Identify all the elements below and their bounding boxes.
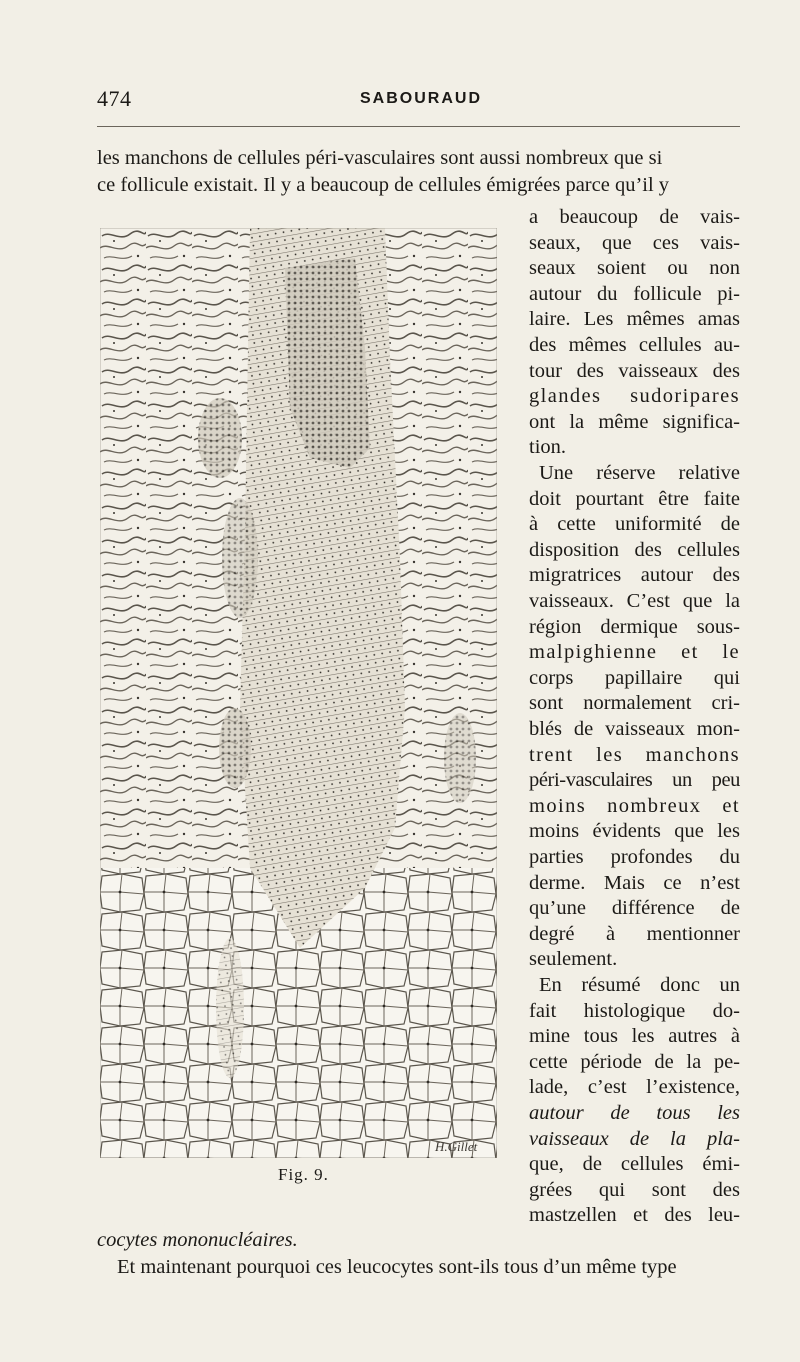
column-line: moins évidents que les [529, 820, 740, 842]
column-line: doit pourtant être faite [529, 488, 740, 510]
column-line: En résumé donc un [539, 974, 740, 996]
column-line: ont la même significa- [529, 411, 740, 433]
column-line: Une réserve relative [539, 462, 740, 484]
column-line: des mêmes cellules au- [529, 334, 740, 356]
column-line: qu’une différence de [529, 897, 740, 919]
figure-caption: Fig. 9. [278, 1165, 329, 1184]
column-line: a beaucoup de vais- [529, 206, 740, 228]
body-line: ce follicule existait. Il y a beaucoup de cellules émigrées parce qu’il y [97, 174, 670, 196]
column-line: autour de tous les [529, 1102, 740, 1124]
column-line: autour du follicule pi- [529, 283, 740, 305]
column-line: trent les manchons [529, 744, 740, 766]
column-line: moins nombreux et [529, 795, 740, 817]
column-line: parties profondes du [529, 846, 740, 868]
column-line: grées qui sont des [529, 1179, 740, 1201]
column-line: tour des vaisseaux des [529, 360, 740, 382]
column-line: que, de cellules émi- [529, 1153, 740, 1175]
column-line: vaisseaux. C’est que la [529, 590, 740, 612]
running-head: SABOURAUD [360, 90, 482, 107]
column-line: derme. Mais ce n’est [529, 872, 740, 894]
column-line: blés de vaisseaux mon- [529, 718, 740, 740]
column-line: laire. Les mêmes amas [529, 308, 740, 330]
body-line: les manchons de cellules péri-vasculaires sont aussi nombreux que si [97, 147, 663, 169]
column-line: fait histologique do- [529, 1000, 740, 1022]
column-line: seaux, que ces vais- [529, 232, 740, 254]
column-line: corps papillaire qui [529, 667, 740, 689]
column-line: seaux soient ou non [529, 257, 740, 279]
body-line: cocytes mononucléaires. [97, 1229, 298, 1251]
column-line: région dermique sous- [529, 616, 740, 638]
column-line: migratrices autour des [529, 564, 740, 586]
column-line: à cette uniformité de [529, 513, 740, 535]
column-line: tion. [529, 436, 567, 458]
column-line: péri-vasculaires un peu [529, 769, 740, 791]
column-line: lade, c’est l’existence, [529, 1076, 740, 1098]
column-line: disposition des cellules [529, 539, 740, 561]
column-line: glandes sudoripares [529, 385, 740, 407]
artist-signature: H.Gillet [435, 1139, 478, 1154]
column-line: mine tous les autres à [529, 1025, 740, 1047]
page-number: 474 [97, 86, 132, 111]
body-line: Et maintenant pourquoi ces leucocytes sont-ils tous d’un même type [117, 1256, 677, 1278]
column-line: vaisseaux de la pla- [529, 1128, 740, 1150]
header-rule [97, 126, 740, 127]
column-line: sont normalement cri- [529, 692, 740, 714]
column-line: degré à mentionner [529, 923, 740, 945]
column-line: malpighienne et le [529, 641, 740, 663]
page-header [97, 86, 740, 116]
column-line: seulement. [529, 948, 618, 970]
column-line: mastzellen et des leu- [529, 1204, 740, 1226]
histology-figure [100, 228, 497, 1158]
column-line: cette période de la pe- [529, 1051, 740, 1073]
